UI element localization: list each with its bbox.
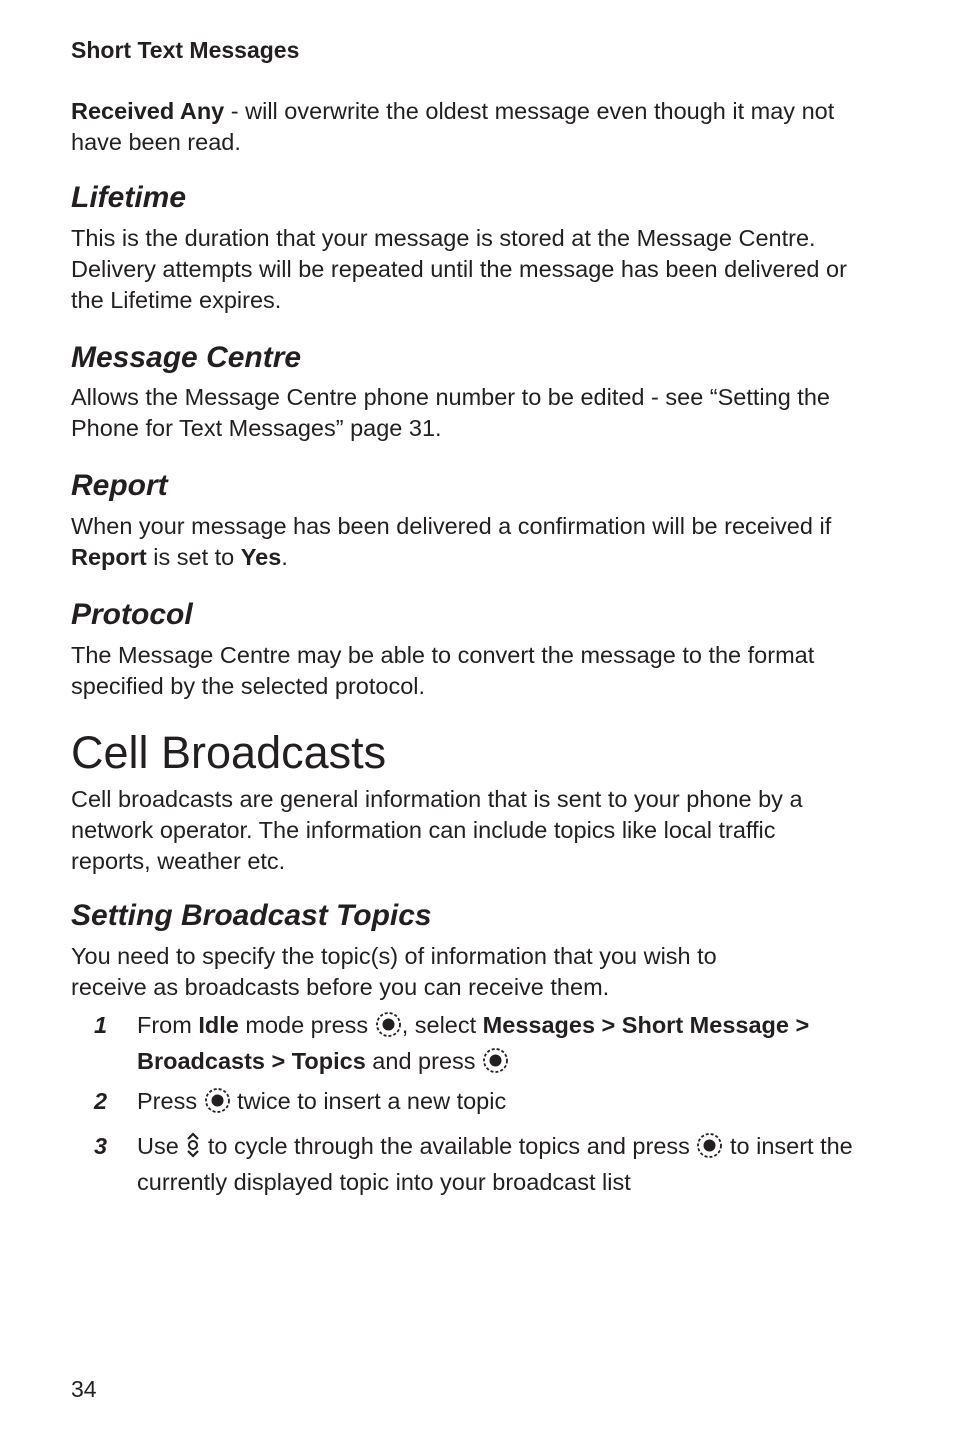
select-key-icon [482,1047,509,1082]
lifetime-heading: Lifetime [71,181,187,214]
setting-broadcast-topics-heading: Setting Broadcast Topics [71,899,432,932]
step-text: From [137,1012,199,1038]
received-any-term: Received Any [71,98,225,124]
page-number: 34 [71,1376,97,1402]
lifetime-body: This is the duration that your message is stored at the Message Centre. Delivery attempts will be repeated until the message has been delivered or the Lifetime expires. [71,225,847,313]
message-centre-heading: Message Centre [71,341,302,374]
step-text: , select [401,1012,483,1038]
step-text: Press [137,1088,204,1114]
report-yes: Yes [240,544,282,570]
setting-broadcast-topics-intro: You need to specify the topic(s) of information that you wish to receive as broadcasts before you can receive them. [71,943,717,1000]
cell-broadcasts-intro: Cell broadcasts are general information that is sent to your phone by a network operator. The information can include topics like local traffic reports, weather etc. [71,786,803,874]
step-text: mode press [238,1012,375,1038]
step-text: Use [137,1133,186,1159]
report-term: Report [71,544,147,570]
step-2 [71,1086,861,1122]
protocol-body: The Message Centre may be able to convert the message to the format specified by the selected protocol. [71,642,815,699]
section-setting-broadcast-topics [71,898,851,1003]
report-body [71,511,851,573]
step-bold: Idle [198,1012,239,1038]
step-text: and press [365,1048,483,1074]
cell-broadcasts-title: Cell Broadcasts [71,727,387,778]
select-key-icon [204,1087,231,1122]
protocol-heading: Protocol [71,598,193,631]
steps-list [71,1010,861,1198]
report-text-b: is set to [146,544,241,570]
step-text: twice to insert a new topic [230,1088,507,1114]
step-bold: Messages > Short Message > Broadcasts > Topics [137,1012,810,1074]
section-lifetime [71,180,851,316]
report-text-a: When your message has been delivered a confirmation will be received if [71,513,832,539]
report-heading: Report [71,469,168,502]
step-number: 3 [94,1133,108,1159]
message-centre-body: Allows the Message Centre phone number to be edited - see “Setting the Phone for Text Messages” page 31. [71,384,830,441]
running-head: Short Text Messages [71,37,300,63]
report-text-c: . [281,544,288,570]
step-text: to insert the currently displayed topic into your broadcast list [137,1133,853,1195]
select-key-icon [696,1132,723,1167]
section-protocol [71,597,851,702]
step-1 [71,1010,861,1082]
up-down-arrow-icon [185,1131,201,1167]
step-number: 1 [94,1012,108,1038]
step-text: to cycle through the available topics and press [201,1133,697,1159]
section-message-centre [71,340,851,444]
step-3 [71,1131,861,1198]
section-report [71,468,851,573]
received-any-text: - will overwrite the oldest message even though it may not have been read. [71,98,835,155]
select-key-icon [375,1011,402,1046]
step-number: 2 [94,1088,108,1114]
received-any-paragraph [71,96,851,158]
section-cell-broadcasts [71,728,851,877]
